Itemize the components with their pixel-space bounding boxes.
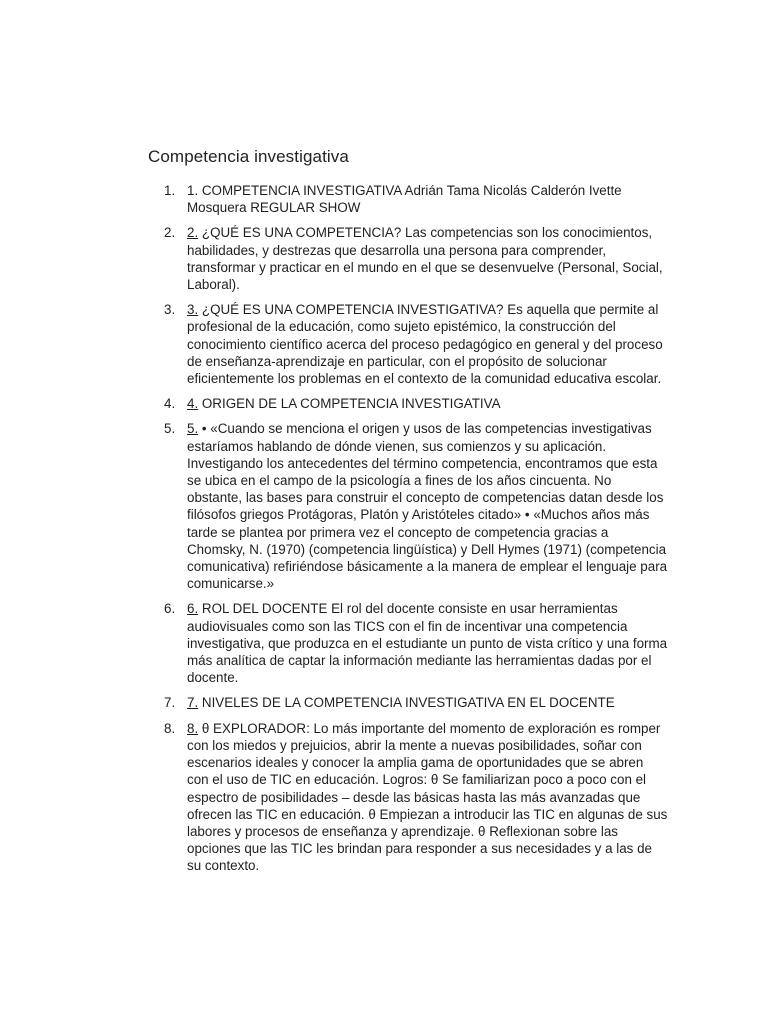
slide-link[interactable]: 5. xyxy=(187,421,199,437)
list-item-number: 1. xyxy=(164,183,176,198)
list-item xyxy=(148,600,668,686)
list-item-text: ¿QUÉ ES UNA COMPETENCIA INVESTIGATIVA? Es aquella que permite al profesional de la educación, como sujeto epistémico, la construcción del conocimiento científico acerca del proceso pedagógico en general y del proceso de enseñanza-aprendizaje en particular, con el propósito de solucionar eficientemente los problemas en el contexto de la comunidad educativa escolar. xyxy=(187,302,663,387)
document-title: Competencia investigativa xyxy=(148,147,349,166)
slide-link[interactable]: 7. xyxy=(187,695,199,711)
list-item xyxy=(148,395,668,412)
list-item-number: 6. xyxy=(164,601,176,617)
list-item-text: θ EXPLORADOR: Lo más importante del momento de exploración es romper con los miedos y prejuicios, abrir la mente a nuevas posibilidades, soñar con escenarios ideales y conocer la amplia gama de oportunidades que se abren con el uso de TIC en educación. Logros: θ Se familiarizan poco a poco con el espectro de posibilidades – desde las básicas hasta las más avanzadas que ofrecen las TIC en educación. θ Empiezan a introducir las TIC en algunas de sus labores y procesos de enseñanza y aprendizaje. θ Reflexionan sobre las opciones que las TIC les brindan para responder a sus necesidades y a las de su contexto. xyxy=(187,720,668,874)
list-item-text: ROL DEL DOCENTE El rol del docente consiste en usar herramientas audiovisuales como son las TICS con el fin de incentivar una competencia investigativa, que produzca en el estudiante un punto de vista crítico y una forma más analítica de captar la información mediante las herramientas dadas por el docente. xyxy=(187,601,668,686)
list-item xyxy=(148,301,668,387)
list-item xyxy=(148,420,668,592)
list-item-text: ¿QUÉ ES UNA COMPETENCIA? Las competencias son los conocimientos, habilidades, y destrezas que desarrolla una persona para comprender, transformar y practicar en el mundo en el que se desenvuelve (Personal, Social, Laboral). xyxy=(187,225,663,293)
list-item xyxy=(148,720,668,875)
slide-link[interactable]: 3. xyxy=(187,302,199,318)
slide-link[interactable]: 8. xyxy=(187,720,199,736)
list-item-text: NIVELES DE LA COMPETENCIA INVESTIGATIVA EN EL DOCENTE xyxy=(198,695,615,711)
list-item xyxy=(148,224,668,293)
slide-link[interactable]: 4. xyxy=(187,396,199,412)
list-item-text: ORIGEN DE LA COMPETENCIA INVESTIGATIVA xyxy=(198,396,501,412)
document-list xyxy=(148,182,668,883)
list-item-number: 3. xyxy=(164,302,176,318)
list-item-number: 7. xyxy=(164,695,176,711)
list-item-number: 5. xyxy=(164,421,176,437)
list-item-number: 4. xyxy=(164,396,176,412)
list-item-number: 2. xyxy=(164,225,176,241)
list-item-text: 1. COMPETENCIA INVESTIGATIVA Adrián Tama Nicolás Calderón Ivette Mosquera REGULAR SHOW xyxy=(187,183,622,216)
list-item xyxy=(148,694,668,711)
slide-link[interactable]: 6. xyxy=(187,601,199,617)
list-item-text: • «Cuando se menciona el origen y usos de las competencias investigativas estaríamos hablando de dónde vienen, sus comienzos y su aplicación. Investigando los antecedentes del término competencia, encontramos que esta se ubica en el campo de la psicología a fines de los años cincuenta. No obstante, las bases para construir el concepto de competencias datan desde los filósofos griegos Protágoras, Platón y Aristóteles citado» • «Muchos años más tarde se plantea por primera vez el concepto de competencia gracias a Chomsky, N. (1970) (competencia lingüística) y Dell Hymes (1971) (competencia comunicativa) refiriéndose básicamente a la manera de emplear el lenguaje para comunicarse.» xyxy=(187,421,668,592)
list-item xyxy=(148,182,668,216)
list-item-number: 8. xyxy=(164,720,176,736)
slide-link[interactable]: 2. xyxy=(187,225,199,241)
